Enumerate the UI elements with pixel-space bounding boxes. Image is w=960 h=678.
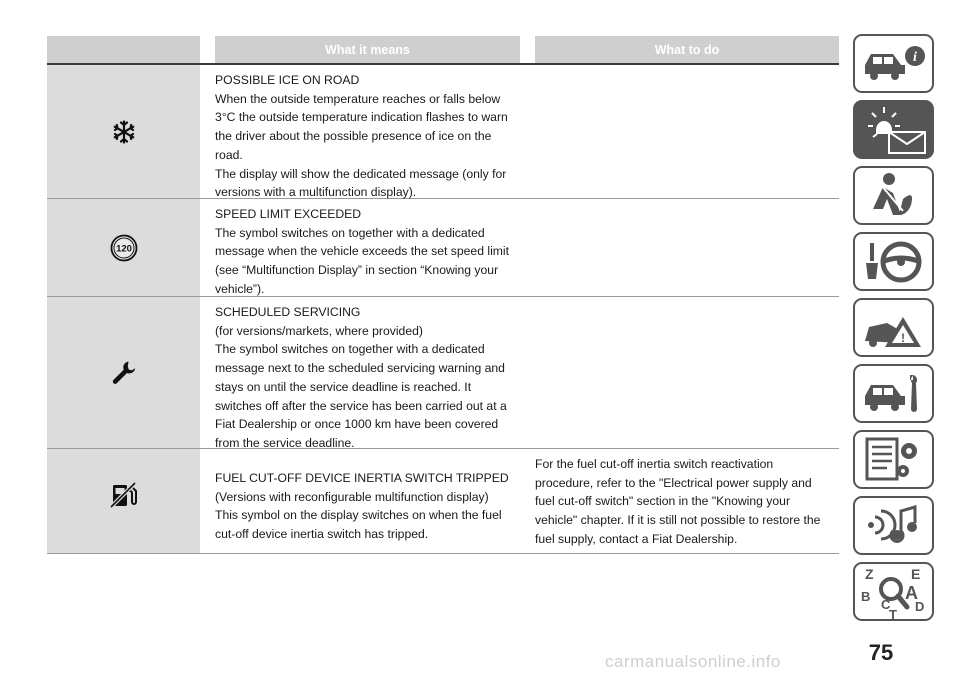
row-text: versions with a multifunction display).	[215, 185, 417, 200]
steering-wheel-icon	[859, 237, 929, 287]
row-text: The symbol switches on together with a dedicated	[215, 342, 485, 357]
svg-text:T: T	[888, 606, 897, 619]
tab-knowing-your-car[interactable]	[853, 34, 934, 93]
tab-safety[interactable]	[853, 166, 934, 225]
row-todo-cell	[535, 65, 839, 198]
row-todo-cell	[535, 449, 839, 553]
car-info-icon	[859, 40, 929, 88]
table-row	[47, 199, 839, 297]
table-row	[47, 449, 839, 554]
table-header	[47, 36, 839, 65]
row-icon-cell	[47, 297, 200, 448]
tab-technical-data[interactable]	[853, 430, 934, 489]
svg-text:i: i	[912, 49, 917, 65]
technical-data-icon	[859, 435, 929, 485]
page-number: 75	[868, 640, 894, 665]
row-text: road.	[215, 147, 243, 162]
row-text: 3°C the outside temperature indication flashes to warn	[215, 110, 508, 125]
emergency-icon	[859, 303, 929, 353]
tab-servicing[interactable]	[853, 364, 934, 423]
speed-limit-icon	[110, 234, 138, 262]
row-text: vehicle”).	[215, 281, 265, 296]
speed-limit-value: 120	[115, 242, 132, 254]
row-text: For the fuel cut-off inertia switch reactivation	[535, 457, 774, 471]
svg-text:B: B	[860, 588, 870, 604]
row-text: cut-off device inertia switch has tripped.	[215, 527, 429, 542]
row-means-cell	[215, 297, 520, 448]
row-text: stays on until the service deadline is reached. It	[215, 379, 472, 394]
row-text: This symbol on the display switches on when the fuel	[215, 508, 502, 523]
row-text: vehicle" chapter. If it is still not possible to restore the	[535, 513, 821, 528]
row-icon-cell	[47, 199, 200, 296]
multimedia-icon	[859, 501, 929, 551]
row-text: the driver about the possible presence of ice on the	[215, 129, 492, 144]
tab-index[interactable]	[853, 562, 934, 621]
row-title: POSSIBLE ICE ON ROAD	[215, 73, 360, 87]
header-icon-column	[47, 36, 200, 63]
svg-text:A: A	[904, 582, 918, 603]
table-row	[47, 297, 839, 449]
row-text: The symbol switches on together with a dedicated	[215, 225, 485, 240]
tab-starting-driving[interactable]	[853, 232, 934, 291]
svg-text:Z: Z	[864, 565, 874, 582]
car-maintenance-icon	[859, 369, 929, 419]
row-text: When the outside temperature reaches or falls below	[215, 91, 501, 106]
row-text: switches off after the service has been carried out at a	[215, 398, 507, 413]
tab-emergency[interactable]	[853, 298, 934, 357]
row-text: fuel cut-off switch" section in the "Knowing your	[535, 494, 791, 509]
row-text: Fiat Dealership or once 1000 km have been covered	[215, 417, 499, 432]
svg-text:D: D	[914, 598, 924, 614]
row-text: (Versions with reconfigurable multifunction display)	[215, 489, 489, 504]
ice-snowflake-icon	[113, 120, 135, 144]
row-text: (for versions/markets, where provided)	[215, 323, 423, 338]
row-text: from the service deadline.	[215, 435, 355, 450]
chapter-tabs	[853, 34, 938, 628]
table-row	[47, 65, 839, 199]
fuel-cutoff-icon	[109, 480, 139, 510]
svg-text:C: C	[880, 596, 890, 612]
row-text: fuel supply, contact a Fiat Dealership.	[535, 531, 738, 546]
header-what-it-means: What it means	[215, 36, 520, 63]
warning-lights-table	[47, 36, 839, 554]
row-means-cell	[215, 65, 520, 198]
row-todo-cell	[535, 297, 839, 448]
row-text: (see “Multifunction Display” in section “Knowing your	[215, 263, 499, 278]
row-title: SPEED LIMIT EXCEEDED	[215, 207, 362, 221]
index-search-icon	[859, 565, 929, 619]
tab-warning-lights[interactable]	[853, 100, 934, 159]
svg-text:E: E	[910, 565, 920, 582]
warning-lights-icon	[859, 104, 929, 156]
row-icon-cell	[47, 65, 200, 198]
row-means-cell	[215, 449, 520, 553]
row-todo-cell	[535, 199, 839, 296]
row-means-cell	[215, 199, 520, 296]
row-text: The display will show the dedicated message (only for	[215, 166, 507, 181]
wrench-icon	[110, 359, 138, 387]
row-text: procedure, refer to the "Electrical power supply and	[535, 475, 812, 490]
header-what-to-do: What to do	[535, 36, 839, 63]
safety-seatbelt-icon	[859, 171, 929, 221]
row-title: SCHEDULED SERVICING	[215, 305, 361, 319]
watermark: carmanualsonline.info	[605, 652, 781, 671]
row-text: message next to the scheduled servicing warning and	[215, 361, 505, 376]
svg-text:!: !	[900, 330, 905, 345]
row-title: FUEL CUT-OFF DEVICE INERTIA SWITCH TRIPPED	[215, 471, 509, 485]
tab-multimedia[interactable]	[853, 496, 934, 555]
row-text: message when the vehicle exceeds the set speed limit	[215, 244, 510, 259]
row-icon-cell	[47, 449, 200, 553]
